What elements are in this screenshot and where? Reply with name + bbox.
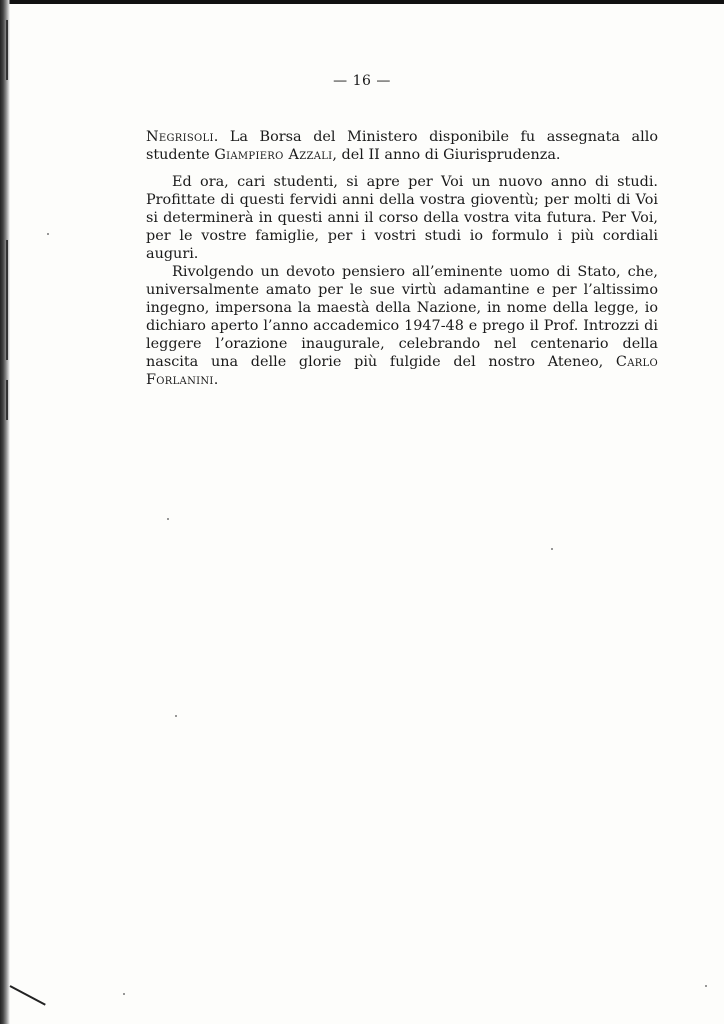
scan-speck <box>551 548 553 550</box>
paragraph-3 <box>146 263 658 389</box>
scan-edge-mark <box>6 380 8 420</box>
paragraph-3-text-a: Rivolgendo un devoto pensiero all’eminente uomo di Stato, che, universalmente amato per le sue virtù adamantine e per l’altissimo ingegno, impersona la maestà della Nazione, in nome della legge, io dichiaro aperto l’anno accademico 1947-48 e prego il Prof. Introzzi di leggere l’orazione inaugurale, celebrando nel centenario della nascita una delle glorie più fulgide del nostro Ateneo, <box>146 264 658 370</box>
scan-left-edge <box>0 0 10 1024</box>
paragraph-3-text-b: . <box>213 372 219 388</box>
scan-edge-mark <box>6 20 8 80</box>
scan-corner-mark <box>10 985 46 1006</box>
scan-speck <box>123 993 125 995</box>
paragraph-2: Ed ora, cari studenti, si apre per Voi un nuovo anno di studi. Profittate di questi fervidi anni della vostra gioventù; per molti di Voi si determinerà in questi anni il corso della vostra vita futura. Per Voi, per le vostre famiglie, per i vostri studi io formulo i più cordiali auguri. <box>146 174 658 262</box>
scan-top-edge <box>0 0 724 4</box>
scan-speck <box>175 715 177 717</box>
name-giampiero-azzali: Giampiero Azzali <box>214 147 333 163</box>
scan-speck <box>167 518 169 520</box>
body-text <box>146 128 658 389</box>
scan-edge-mark <box>6 240 8 360</box>
scan-speck <box>47 233 49 235</box>
name-carlo-forlanini: Carlo Forlanini <box>146 354 658 388</box>
paragraph-1-text-b: , del II anno di Giurisprudenza. <box>332 147 561 163</box>
paragraph-1-text-a: . La Borsa del Ministero disponibile fu assegnata allo studente <box>146 129 658 163</box>
scan-speck <box>705 985 707 987</box>
name-negrisoli: Negrisoli <box>146 129 214 145</box>
paragraph-1 <box>146 128 658 164</box>
page-number: — 16 — <box>333 73 391 89</box>
